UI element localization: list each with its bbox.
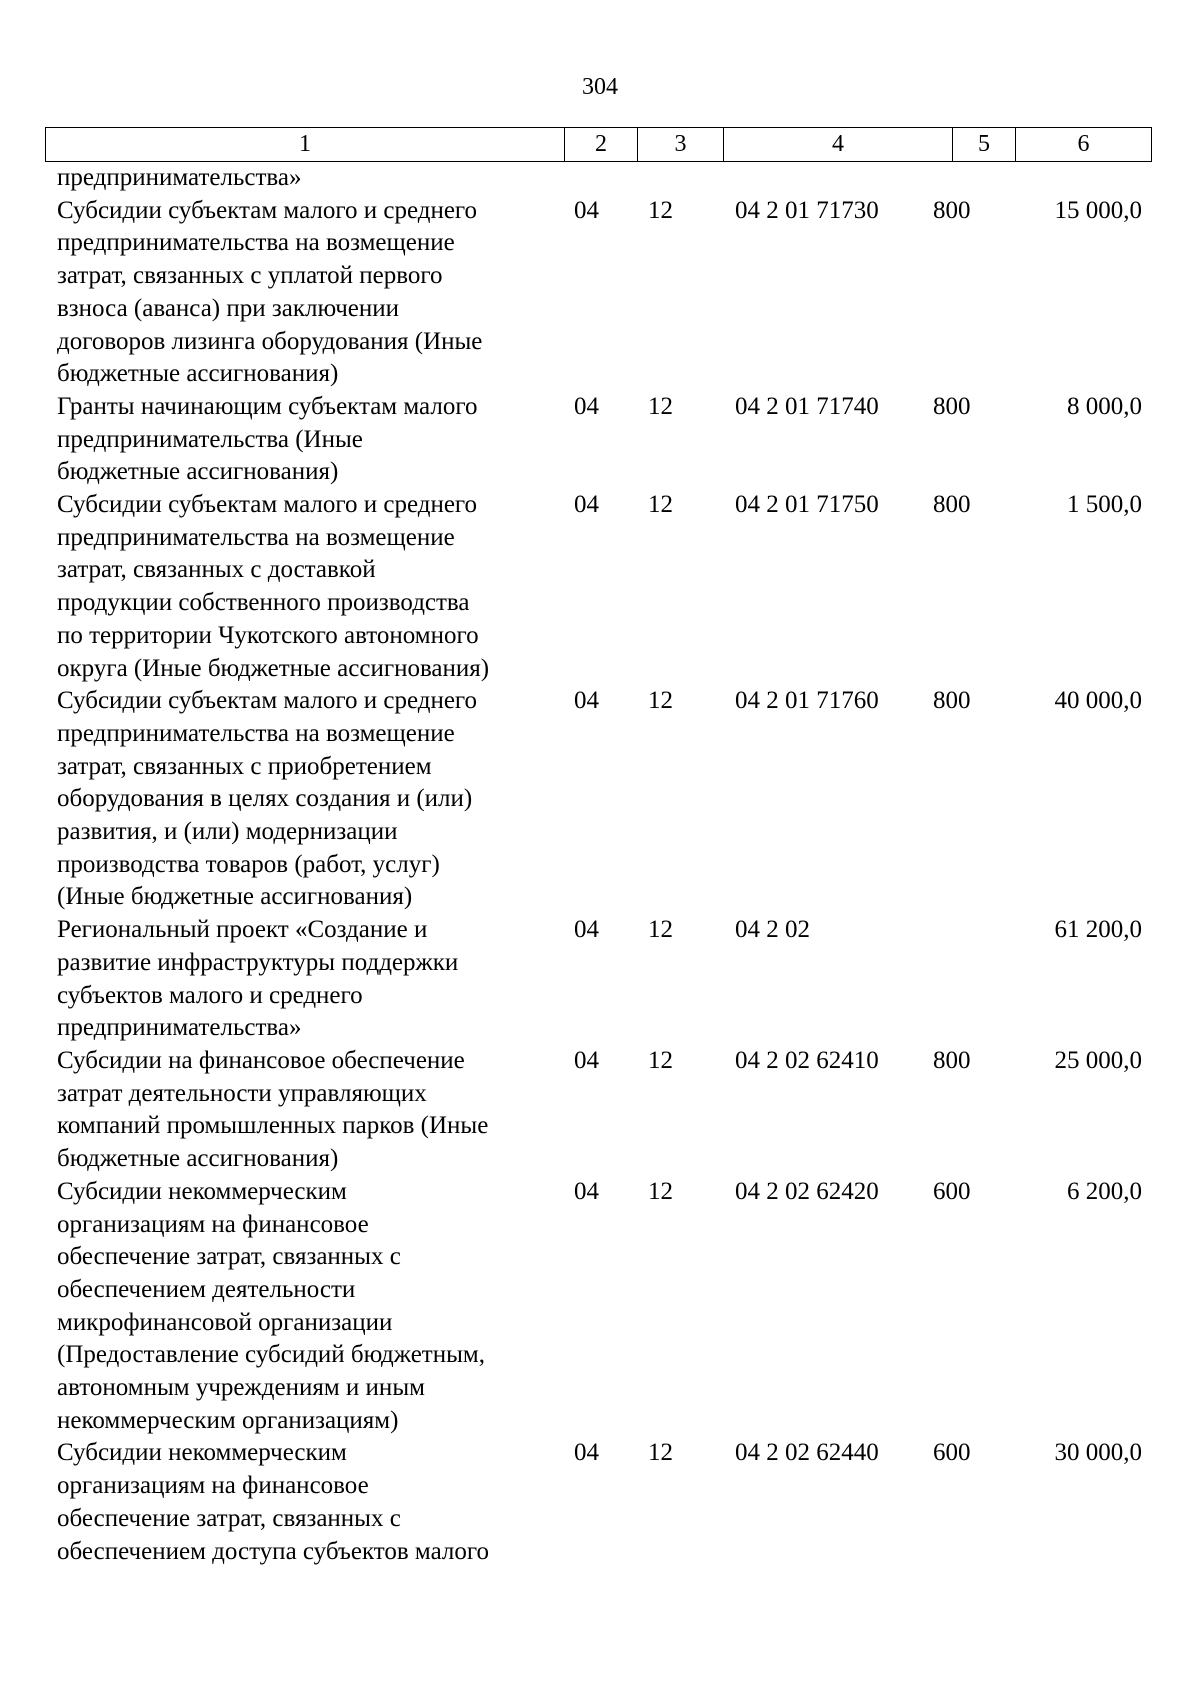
header-col-4: 4 xyxy=(724,128,953,161)
row-section-code: 04 xyxy=(574,392,599,420)
row-target-article: 04 2 01 71740 xyxy=(735,392,879,420)
row-expense-type: 600 xyxy=(933,1177,971,1205)
row-subsection-code: 12 xyxy=(648,687,673,715)
row-target-article: 04 2 02 62440 xyxy=(735,1439,879,1467)
row-amount: 8 000,0 xyxy=(1067,392,1142,420)
table-row xyxy=(45,162,1152,195)
table-row xyxy=(45,1176,1152,1438)
header-col-1: 1 xyxy=(46,128,565,161)
header-col-3: 3 xyxy=(638,128,724,161)
row-description: Региональный проект «Создание и развитие инфраструктуры поддержки субъектов малого и среднего предпринимательства» xyxy=(57,916,459,1042)
row-amount: 25 000,0 xyxy=(1054,1046,1142,1074)
row-description: Субсидии субъектам малого и среднего предпринимательства на возмещение затрат, связанных с доставкой продукции собственного производства по территории Чукотского автономного округа (Иные бюджетные ассигнования) xyxy=(57,491,490,682)
row-expense-type: 800 xyxy=(933,196,971,224)
row-subsection-code: 12 xyxy=(648,196,673,224)
row-section-code: 04 xyxy=(574,196,599,224)
row-expense-type: 800 xyxy=(933,491,971,519)
row-section-code: 04 xyxy=(574,687,599,715)
table-row xyxy=(45,1045,1152,1176)
row-description: предпринимательства» xyxy=(57,164,302,191)
row-description: Субсидии субъектам малого и среднего предпринимательства на возмещение затрат, связанных с уплатой первого взноса (аванса) при заключении договоров лизинга оборудования (Иные бюджетные ассигнования) xyxy=(57,196,483,388)
row-section-code: 04 xyxy=(574,1439,599,1467)
table-row xyxy=(45,489,1152,685)
row-section-code: 04 xyxy=(574,1177,599,1205)
row-description: Субсидии некоммерческим организациям на финансовое обеспечение затрат, связанных с обеспечением доступа субъектов малого xyxy=(57,1439,490,1565)
row-target-article: 04 2 01 71760 xyxy=(735,687,879,715)
table-row xyxy=(45,1437,1152,1568)
table-row xyxy=(45,914,1152,1045)
row-description: Субсидии некоммерческим организациям на финансовое обеспечение затрат, связанных с обеспечением деятельности микрофинансовой организации (Предоставление субсидий бюджетным, автономным учреждениям и иным некоммерческим организациям) xyxy=(57,1177,485,1434)
row-subsection-code: 12 xyxy=(648,1046,673,1074)
row-amount: 6 200,0 xyxy=(1067,1177,1142,1205)
row-subsection-code: 12 xyxy=(648,916,673,944)
row-target-article: 04 2 01 71750 xyxy=(735,491,879,519)
row-description: Гранты начинающим субъектам малого предпринимательства (Иные бюджетные ассигнования) xyxy=(57,392,478,486)
row-section-code: 04 xyxy=(574,491,599,519)
row-target-article: 04 2 01 71730 xyxy=(735,196,879,224)
header-col-6: 6 xyxy=(1077,131,1090,157)
row-expense-type: 800 xyxy=(933,687,971,715)
row-expense-type: 800 xyxy=(933,392,971,420)
row-amount: 61 200,0 xyxy=(1054,916,1142,944)
header-col-2: 2 xyxy=(565,128,638,161)
row-target-article: 04 2 02 62420 xyxy=(735,1177,879,1205)
table-header xyxy=(45,127,1152,162)
row-section-code: 04 xyxy=(574,916,599,944)
row-subsection-code: 12 xyxy=(648,491,673,519)
row-subsection-code: 12 xyxy=(648,392,673,420)
row-subsection-code: 12 xyxy=(648,1177,673,1205)
row-amount: 15 000,0 xyxy=(1054,196,1142,224)
row-amount: 30 000,0 xyxy=(1054,1439,1142,1467)
row-amount: 1 500,0 xyxy=(1067,491,1142,519)
row-expense-type: 800 xyxy=(933,1046,971,1074)
header-col-5: 5 xyxy=(953,128,1016,161)
row-amount: 40 000,0 xyxy=(1054,687,1142,715)
table-row xyxy=(45,391,1152,489)
row-subsection-code: 12 xyxy=(648,1439,673,1467)
table-body xyxy=(45,162,1152,1568)
row-section-code: 04 xyxy=(574,1046,599,1074)
row-target-article: 04 2 02 xyxy=(735,916,810,944)
page-number: 304 xyxy=(582,74,618,100)
row-description: Субсидии на финансовое обеспечение затрат деятельности управляющих компаний промышленных парков (Иные бюджетные ассигнования) xyxy=(57,1046,489,1173)
row-expense-type: 600 xyxy=(933,1439,971,1467)
row-target-article: 04 2 02 62410 xyxy=(735,1046,879,1074)
row-description: Субсидии субъектам малого и среднего предпринимательства на возмещение затрат, связанных с приобретением оборудования в целях создания и (или) развития, и (или) модернизации производства товаров (работ, услуг) (Иные бюджетные ассигнования) xyxy=(57,687,478,911)
table-row xyxy=(45,195,1152,391)
table-row xyxy=(45,685,1152,914)
